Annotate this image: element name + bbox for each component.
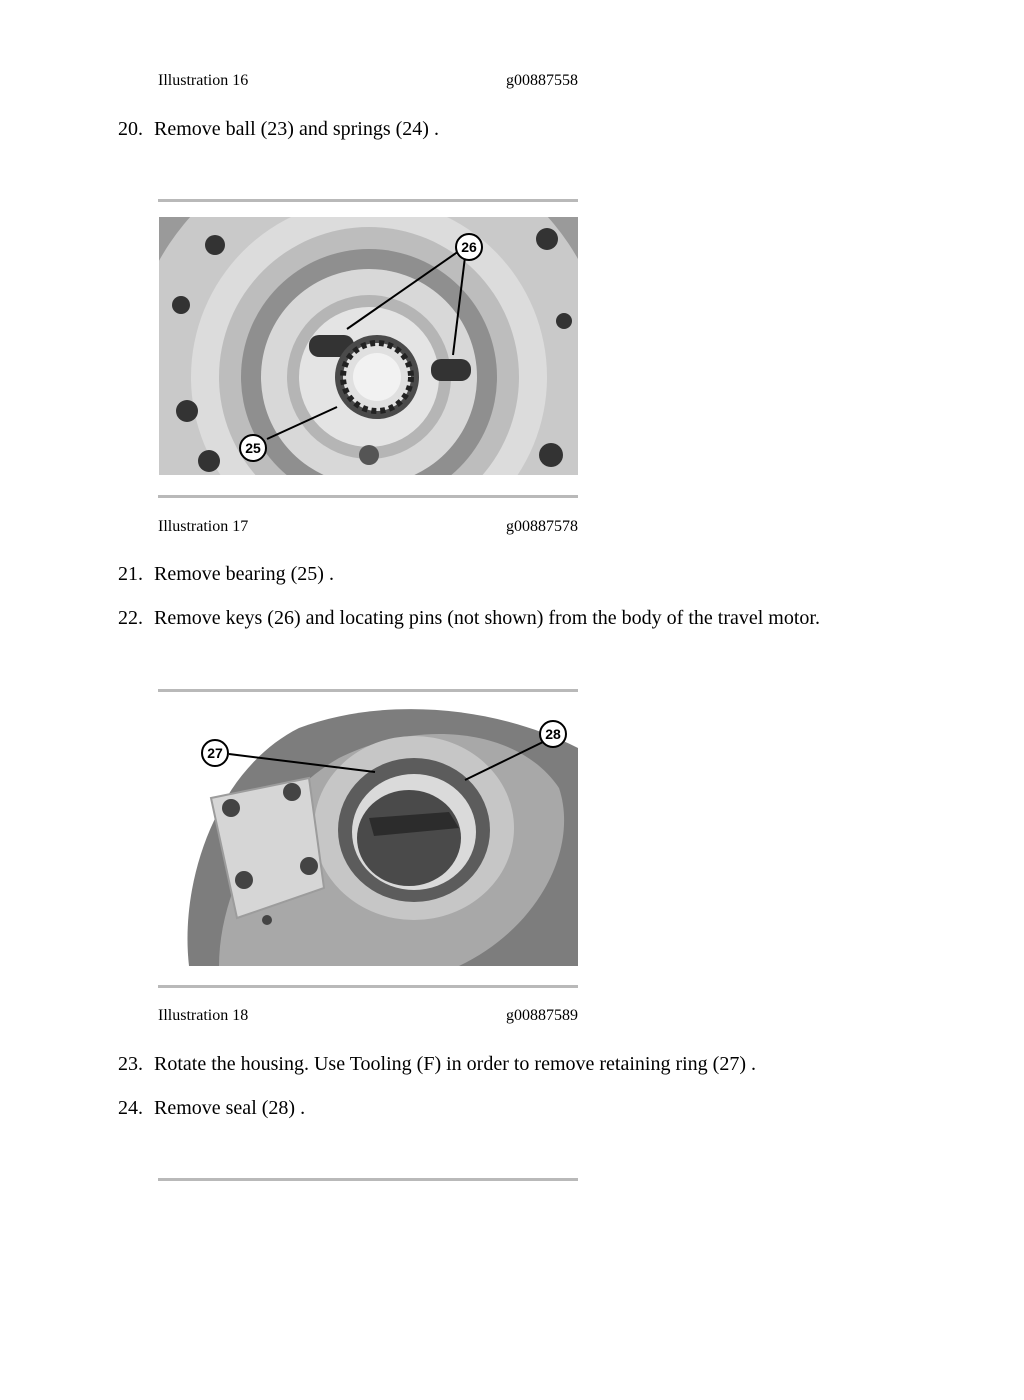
callout-label: 25 [245,440,261,456]
illustration-17-photo [159,217,578,475]
callout-label: 26 [461,239,477,255]
procedure-step [118,1053,756,1076]
callout-label: 27 [207,745,223,761]
callout-label: 28 [545,726,561,742]
step-number: 21. [118,563,143,585]
illustration-label: Illustration 17 [158,518,249,535]
step-number: 23. [118,1053,143,1075]
figure-top-rule [158,1178,578,1181]
illustration-label: Illustration 18 [158,1007,249,1024]
step-number: 24. [118,1097,143,1119]
step-text: Remove seal (28) . [154,1097,306,1119]
illustration-caption [158,1007,578,1025]
figure-bottom-rule [158,985,578,988]
procedure-step [118,118,439,141]
figure-top-rule [158,199,578,202]
illustration-caption [158,518,578,536]
step-text: Remove bearing (25) . [154,563,334,585]
motor-housing-photo [159,708,578,966]
illustration-label: Illustration 16 [158,72,249,89]
procedure-step [118,563,334,586]
illustration-code: g00887589 [506,1007,578,1024]
step-text: Remove keys (26) and locating pins (not shown) from the body of the travel motor. [154,607,820,629]
step-text: Remove ball (23) and springs (24) . [154,118,439,140]
procedure-step [118,1097,305,1120]
procedure-step [118,607,820,630]
figure-bottom-rule [158,495,578,498]
illustration-code: g00887578 [506,518,578,535]
illustration-caption [158,72,578,90]
step-number: 22. [118,607,143,629]
step-number: 20. [118,118,143,140]
illustration-code: g00887558 [506,72,578,89]
bearing-housing-photo [159,217,578,475]
figure-top-rule [158,689,578,692]
illustration-18-photo [159,708,578,966]
step-text: Rotate the housing. Use Tooling (F) in order to remove retaining ring (27) . [154,1053,757,1075]
